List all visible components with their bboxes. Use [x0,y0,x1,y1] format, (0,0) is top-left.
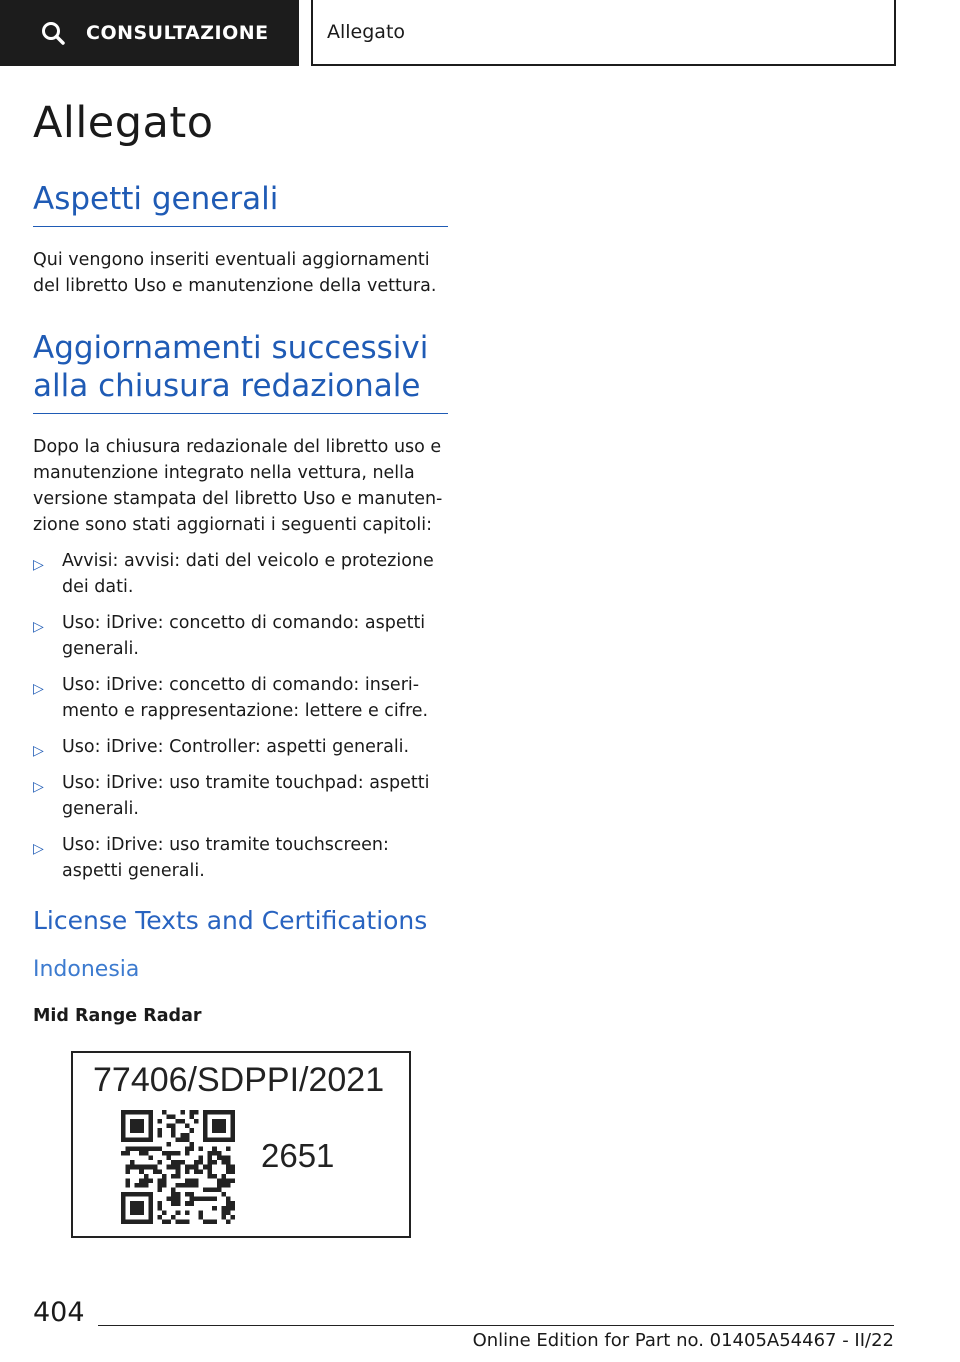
updates-text: Dopo la chiusura redazionale del libretto uso e manutenzione integrato nella vettura, nella versione stampata del libretto Uso e manuten-zione sono stati aggiornati i seguenti capitoli: [33,437,443,535]
license-heading: License Texts and Certifications [33,906,428,935]
device-label: Mid Range Radar [33,1006,202,1026]
main-content [33,90,448,1026]
list-item: ▷ Uso: iDrive: concetto di comando: inseri-mento e rappresentazione: lettere e cifre. [33,675,429,721]
triangle-bullet-icon: ▷ [33,743,44,759]
search-icon [40,20,66,46]
heading-updates-line2: alla chiusura redazionale [33,368,421,404]
list-item: ▷ Uso: iDrive: Controller: aspetti generali. [33,734,448,760]
top-bar [0,0,960,66]
certification-code: 77406/SDPPI/2021 [93,1061,385,1099]
page-number: 404 [33,1297,85,1328]
certification-label [71,1051,411,1238]
triangle-bullet-icon: ▷ [33,681,44,697]
qr-code-icon [121,1110,235,1224]
search-tab-label: CONSULTAZIONE [86,22,269,44]
certification-number: 2651 [261,1137,335,1174]
list-item: ▷ Uso: iDrive: uso tramite touchpad: aspetti generali. [33,773,430,819]
triangle-bullet-icon: ▷ [33,841,44,857]
edition-text: Online Edition for Part no. 01405A54467 - II/22 [472,1330,894,1351]
list-item: ▷ Avvisi: avvisi: dati del veicolo e protezione dei dati. [33,551,434,597]
triangle-bullet-icon: ▷ [33,779,44,795]
section-heading-general [33,180,448,227]
list-item: ▷ Uso: iDrive: concetto di comando: aspetti generali. [33,613,426,659]
country-heading: Indonesia [33,957,140,982]
section-heading-updates [33,329,448,414]
heading-general: Aspetti generali [33,181,279,217]
updated-chapters-list [33,548,448,884]
triangle-bullet-icon: ▷ [33,557,44,573]
list-item: ▷ Uso: iDrive: uso tramite touchscreen: aspetti generali. [33,835,389,881]
heading-updates-line1: Aggiornamenti successivi [33,330,429,366]
page-title: Allegato [33,98,214,148]
search-tab[interactable] [0,0,299,66]
section-tab-label: Allegato [327,21,406,43]
triangle-bullet-icon: ▷ [33,619,44,635]
footer-divider [98,1325,894,1326]
section-tab[interactable] [311,0,896,66]
general-text: Qui vengono inseriti eventuali aggiornamenti del libretto Uso e manutenzione della vettura. [33,250,437,296]
